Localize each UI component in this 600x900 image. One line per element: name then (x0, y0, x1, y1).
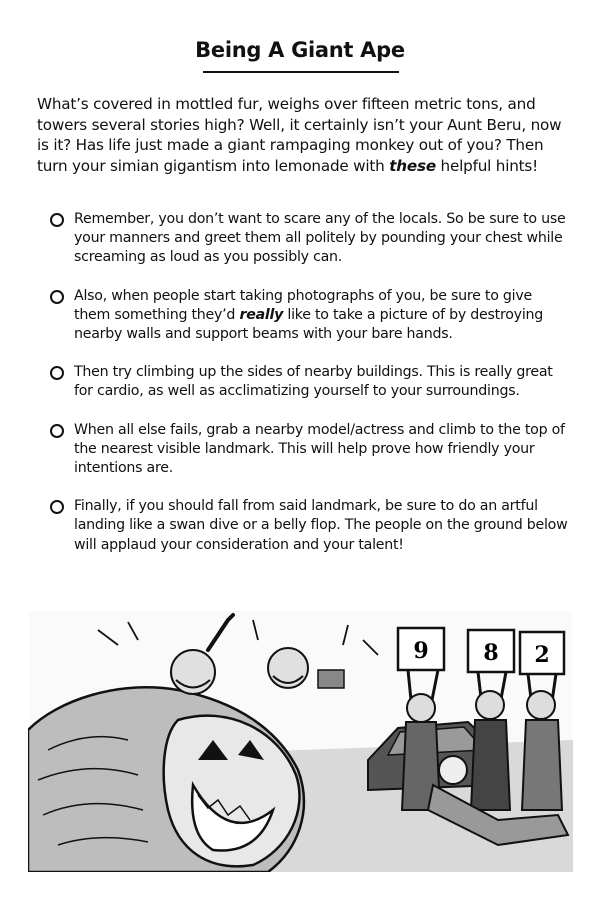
circle-bullet-icon (50, 290, 64, 304)
circle-bullet-icon (50, 213, 64, 227)
hint-item (48, 363, 568, 401)
hint-text: When all else fails, grab a nearby model/actress and climb to the top of the nearest visible landmark. This will help prove how friendly your intentions are. (74, 421, 565, 477)
hint-text-end: like to take a picture of by destroying nearby walls and support beams with your bare hands. (74, 306, 544, 343)
giant-ape-illustration (28, 610, 573, 872)
circle-bullet-icon (50, 366, 64, 380)
hint-item (48, 421, 568, 479)
hint-text: Then try climbing up the sides of nearby buildings. This is really great for cardio, as well as acclimatizing yourself to your surroundings. (74, 364, 553, 400)
circle-bullet-icon (50, 424, 64, 438)
score-card-value: 2 (534, 642, 550, 668)
judges-drawing (398, 628, 564, 810)
hint-text: Finally, if you should fall from said landmark, be sure to do an artful landing like a swan dive or a belly flop. The people on the ground below will applaud your consideration and your talent! (74, 498, 568, 553)
title-underline (203, 71, 399, 73)
hint-emphasis: really (239, 306, 284, 323)
score-card-value: 8 (483, 640, 499, 666)
intro-text-end: helpful hints! (435, 156, 539, 175)
hint-text: Remember, you don’t want to scare any of the locals. So be sure to use your manners and greet them all politely by pounding your chest while screaming as loud as you possibly can. (74, 211, 566, 266)
hint-text-start: Also, when people start taking photographs of you, be sure to give them something they’d (74, 287, 532, 323)
page-title: Being A Giant Ape (195, 38, 405, 62)
intro-paragraph (37, 94, 567, 176)
score-card-value: 9 (413, 638, 429, 664)
intro-emphasis: these (389, 156, 436, 175)
hint-item (48, 497, 568, 555)
hint-item (48, 287, 568, 345)
circle-bullet-icon (50, 500, 64, 514)
hint-list (48, 210, 568, 555)
intro-text-start: What’s covered in mottled fur, weighs over fifteen metric tons, and towers several stories high? Well, it certainly isn’t your Aunt Beru, now is it? Has life just made a giant rampaging monkey out of you? Then turn your simian gigantism into lemonade with (37, 95, 562, 175)
hint-item (48, 210, 568, 268)
